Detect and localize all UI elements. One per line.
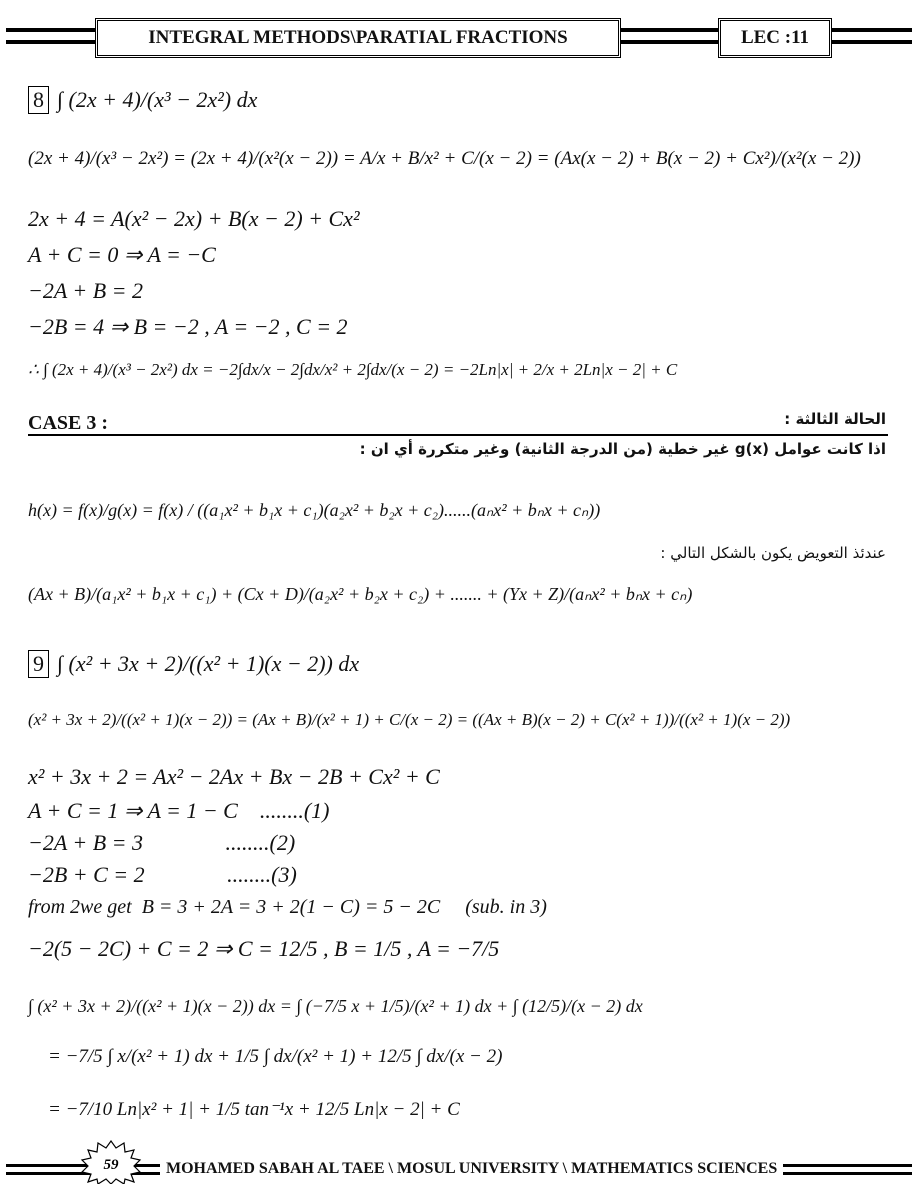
ex9-line-8: ∫ (x² + 3x + 2)/((x² + 1)(x − 2)) dx = ∫ (−7/5 x + 1/5)/(x² + 1) dx + ∫ (12/5)/(x − 2) dx (28, 996, 643, 1016)
ex8-line-5: −2B = 4 ⇒ B = −2 , A = −2 , C = 2 (28, 314, 348, 339)
footer-author: MOHAMED SABAH AL TAEE \ MOSUL UNIVERSITY \ MATHEMATICS SCIENCES (160, 1160, 783, 1178)
integral-expression: ∫ (2x + 4)/(x³ − 2x²) dx (57, 87, 258, 112)
ex9-line-1: (x² + 3x + 2)/((x² + 1)(x − 2)) = (Ax + B)/(x² + 1) + C/(x − 2) = ((Ax + B)(x − 2) + C(x² + 1))/((x² + 1)(x − 2)) (28, 710, 791, 729)
ex8-line-6: ∴ ∫ (2x + 4)/(x³ − 2x²) dx = −2∫dx/x − 2∫dx/x² + 2∫dx/(x − 2) = −2Ln|x| + 2/x + 2Ln|x − 2| + C (28, 360, 678, 379)
ex9-line-9: = −7/5 ∫ x/(x² + 1) dx + 1/5 ∫ dx/(x² + 1) + 12/5 ∫ dx/(x − 2) (48, 1046, 503, 1067)
ex9-line-6: from 2we get B = 3 + 2A = 3 + 2(1 − C) = 5 − 2C (sub. in 3) (28, 896, 547, 918)
lecture-number: LEC :11 (718, 18, 832, 58)
case-3-arabic-substitution: عندئذ التعويض يكون بالشكل التالي : (660, 544, 886, 562)
case-3-arabic-heading: الحالة الثالثة : (784, 410, 886, 428)
ex8-line-4: −2A + B = 2 (28, 278, 144, 303)
case-3-rule (28, 434, 888, 436)
example-8-integral (28, 86, 257, 114)
ex9-line-5: −2B + C = 2 ........(3) (28, 862, 297, 887)
example-number: 8 (28, 86, 49, 114)
ex8-line-1: (2x + 4)/(x³ − 2x²) = (2x + 4)/(x²(x − 2)) = A/x + B/x² + C/(x − 2) = (Ax(x − 2) + B(x − 2) + Cx²)/(x²(x − 2)) (28, 148, 861, 169)
page-number: 59 (103, 1157, 119, 1173)
case-3-arabic-condition: اذا كانت عوامل g(x) غير خطية (من الدرجة الثانية) وغير متكررة أي ان : (359, 440, 886, 458)
ex9-line-3: A + C = 1 ⇒ A = 1 − C ........(1) (28, 798, 330, 823)
ex9-line-7: −2(5 − 2C) + C = 2 ⇒ C = 12/5 , B = 1/5 , A = −7/5 (28, 936, 500, 961)
example-number: 9 (28, 650, 49, 678)
ex8-line-2: 2x + 4 = A(x² − 2x) + B(x − 2) + Cx² (28, 206, 360, 231)
case-3-partial-form: (Ax + B)/(a₁x² + b₁x + c₁) + (Cx + D)/(a₂x² + b₂x + c₂) + ....... + (Yx + Z)/(aₙx² + bₙx + cₙ) (28, 584, 693, 604)
ex9-line-10: = −7/10 Ln|x² + 1| + 1/5 tan⁻¹x + 12/5 Ln|x − 2| + C (48, 1099, 460, 1120)
integral-expression: ∫ (x² + 3x + 2)/((x² + 1)(x − 2)) dx (57, 651, 360, 676)
ex9-line-4: −2A + B = 3 ........(2) (28, 830, 296, 855)
example-9-integral (28, 650, 359, 678)
case-3-title: CASE 3 : (28, 412, 109, 434)
header-title: INTEGRAL METHODS\PARATIAL FRACTIONS (95, 18, 621, 58)
page-number-seal-icon (80, 1140, 142, 1184)
case-3-h-definition: h(x) = f(x)/g(x) = f(x) / ((a₁x² + b₁x + c₁)(a₂x² + b₂x + c₂)......(aₙx² + bₙx + cₙ)) (28, 500, 601, 520)
ex8-line-3: A + C = 0 ⇒ A = −C (28, 242, 216, 267)
ex9-line-2: x² + 3x + 2 = Ax² − 2Ax + Bx − 2B + Cx² + C (28, 764, 440, 789)
